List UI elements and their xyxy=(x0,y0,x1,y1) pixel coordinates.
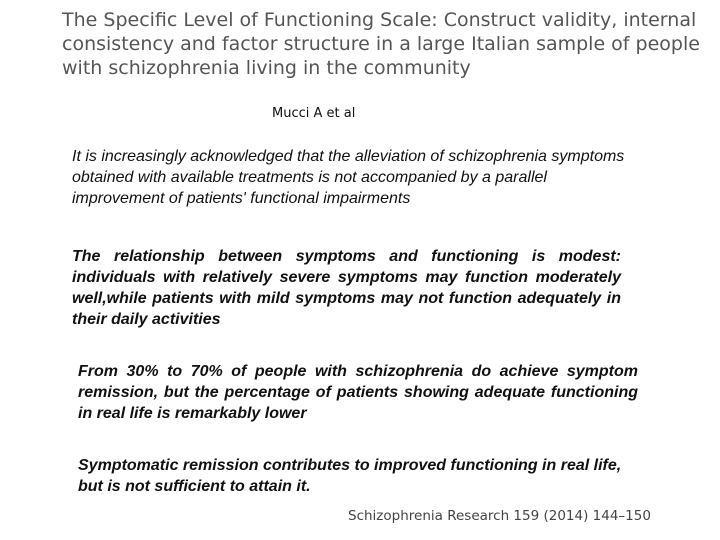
journal-citation: Schizophrenia Research 159 (2014) 144–150 xyxy=(348,508,651,524)
paragraph-remission-rates: From 30% to 70% of people with schizophrenia do achieve symptom remission, but the percentage of patients showing adequate functioning in real life is remarkably lower xyxy=(78,363,638,422)
article-title: The Specific Level of Functioning Scale: Construct validity, internal consistency and factor structure in a large Italian sample of people with schizophrenia living in the community xyxy=(62,9,700,79)
paragraph-functional-impairment: It is increasingly acknowledged that the alleviation of schizophrenia symptoms obtained with available treatments is not accompanied by a parallel improvement of patients' functional impairments xyxy=(72,148,625,207)
author-line: Mucci A et al xyxy=(272,106,356,121)
paragraph-remission-not-sufficient: Symptomatic remission contributes to improved functioning in real life, but is not sufficient to attain it. xyxy=(78,457,622,495)
paragraph-symptoms-functioning-relationship: The relationship between symptoms and functioning is modest: individuals with relatively severe symptoms may function moderately well,while patients with mild symptoms may not function adequately in their daily activities xyxy=(72,248,621,328)
